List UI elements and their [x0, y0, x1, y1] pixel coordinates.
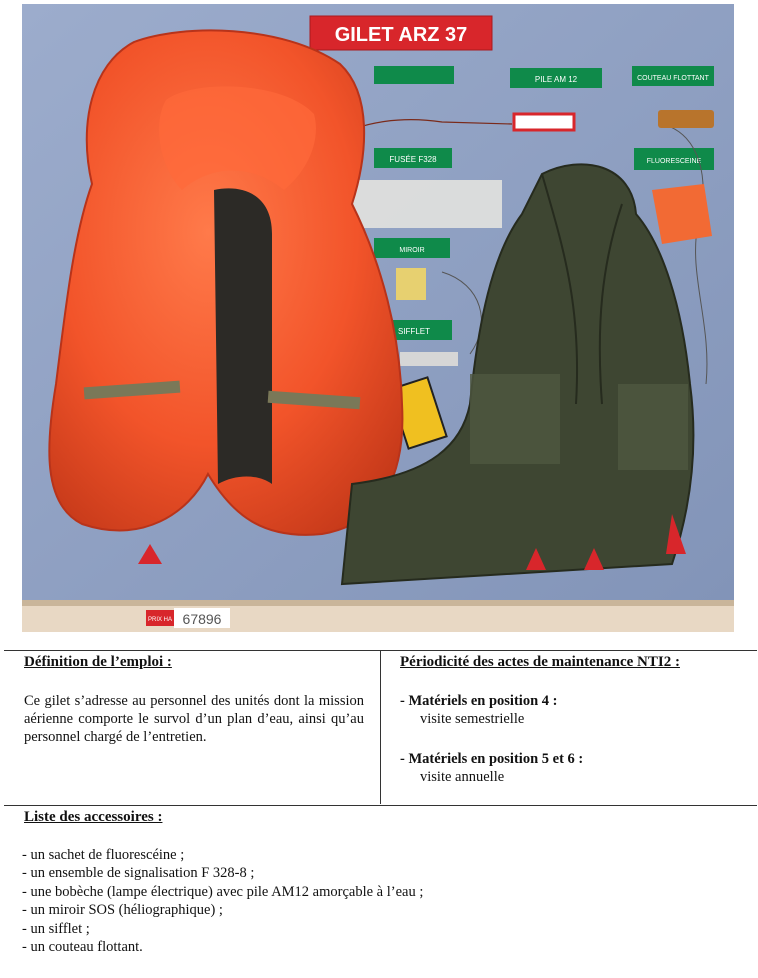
definition-text: Ce gilet s’adresse au personnel des unités dont la mission aérienne comporte le survol d’un plan d’eau, ainsi qu’au personnel chargé de l’entretien. — [24, 693, 364, 745]
list-item: - un ensemble de signalisation F 328-8 ; — [22, 865, 255, 882]
green-tag-1 — [374, 66, 454, 84]
list-item: - un couteau flottant. — [22, 939, 143, 956]
fluorescein-sachet — [652, 184, 712, 244]
whistle — [400, 352, 458, 366]
maintenance-item-2-detail: visite annuelle — [420, 769, 505, 785]
accessories-list — [22, 846, 423, 956]
list-item: - un sifflet ; — [22, 920, 90, 937]
vest-display-photo — [22, 4, 734, 632]
svg-text:MIROIR: MIROIR — [399, 247, 425, 254]
pile-battery — [514, 114, 574, 130]
floating-knife — [658, 110, 714, 128]
maintenance-item-2-title: - Matériels en position 5 et 6 : — [400, 751, 584, 767]
accessories-heading: Liste des accessoires : — [24, 809, 163, 825]
svg-text:COUTEAU FLOTTANT: COUTEAU FLOTTANT — [637, 75, 709, 82]
list-item: - un miroir SOS (héliographique) ; — [22, 902, 223, 919]
table-divider — [380, 650, 381, 804]
mirror — [396, 268, 426, 300]
svg-text:FUSÉE F328: FUSÉE F328 — [389, 155, 437, 164]
svg-text:FLUORESCEINE: FLUORESCEINE — [646, 158, 702, 165]
maintenance-item-1-detail: visite semestrielle — [420, 711, 525, 727]
board-title: GILET ARZ 37 — [334, 24, 468, 46]
board-shelf — [22, 604, 734, 632]
svg-text:SIFFLET: SIFFLET — [397, 327, 431, 336]
maintenance-item-1-title: - Matériels en position 4 : — [400, 693, 558, 709]
list-item: - un sachet de fluorescéine ; — [22, 847, 185, 863]
flare-pack — [352, 180, 502, 228]
maintenance-heading: Périodicité des actes de maintenance NTI2 : — [400, 654, 680, 670]
list-item: - une bobèche (lampe électrique) avec pile AM12 amorçable à l’eau ; — [22, 883, 424, 900]
price-tag-text: PRIX HA — [147, 617, 173, 623]
svg-text:PILE AM 12: PILE AM 12 — [534, 75, 578, 84]
orange-life-vest — [49, 30, 402, 564]
serial-number: 67896 — [182, 611, 222, 627]
definition-heading: Définition de l’emploi : — [24, 654, 172, 670]
